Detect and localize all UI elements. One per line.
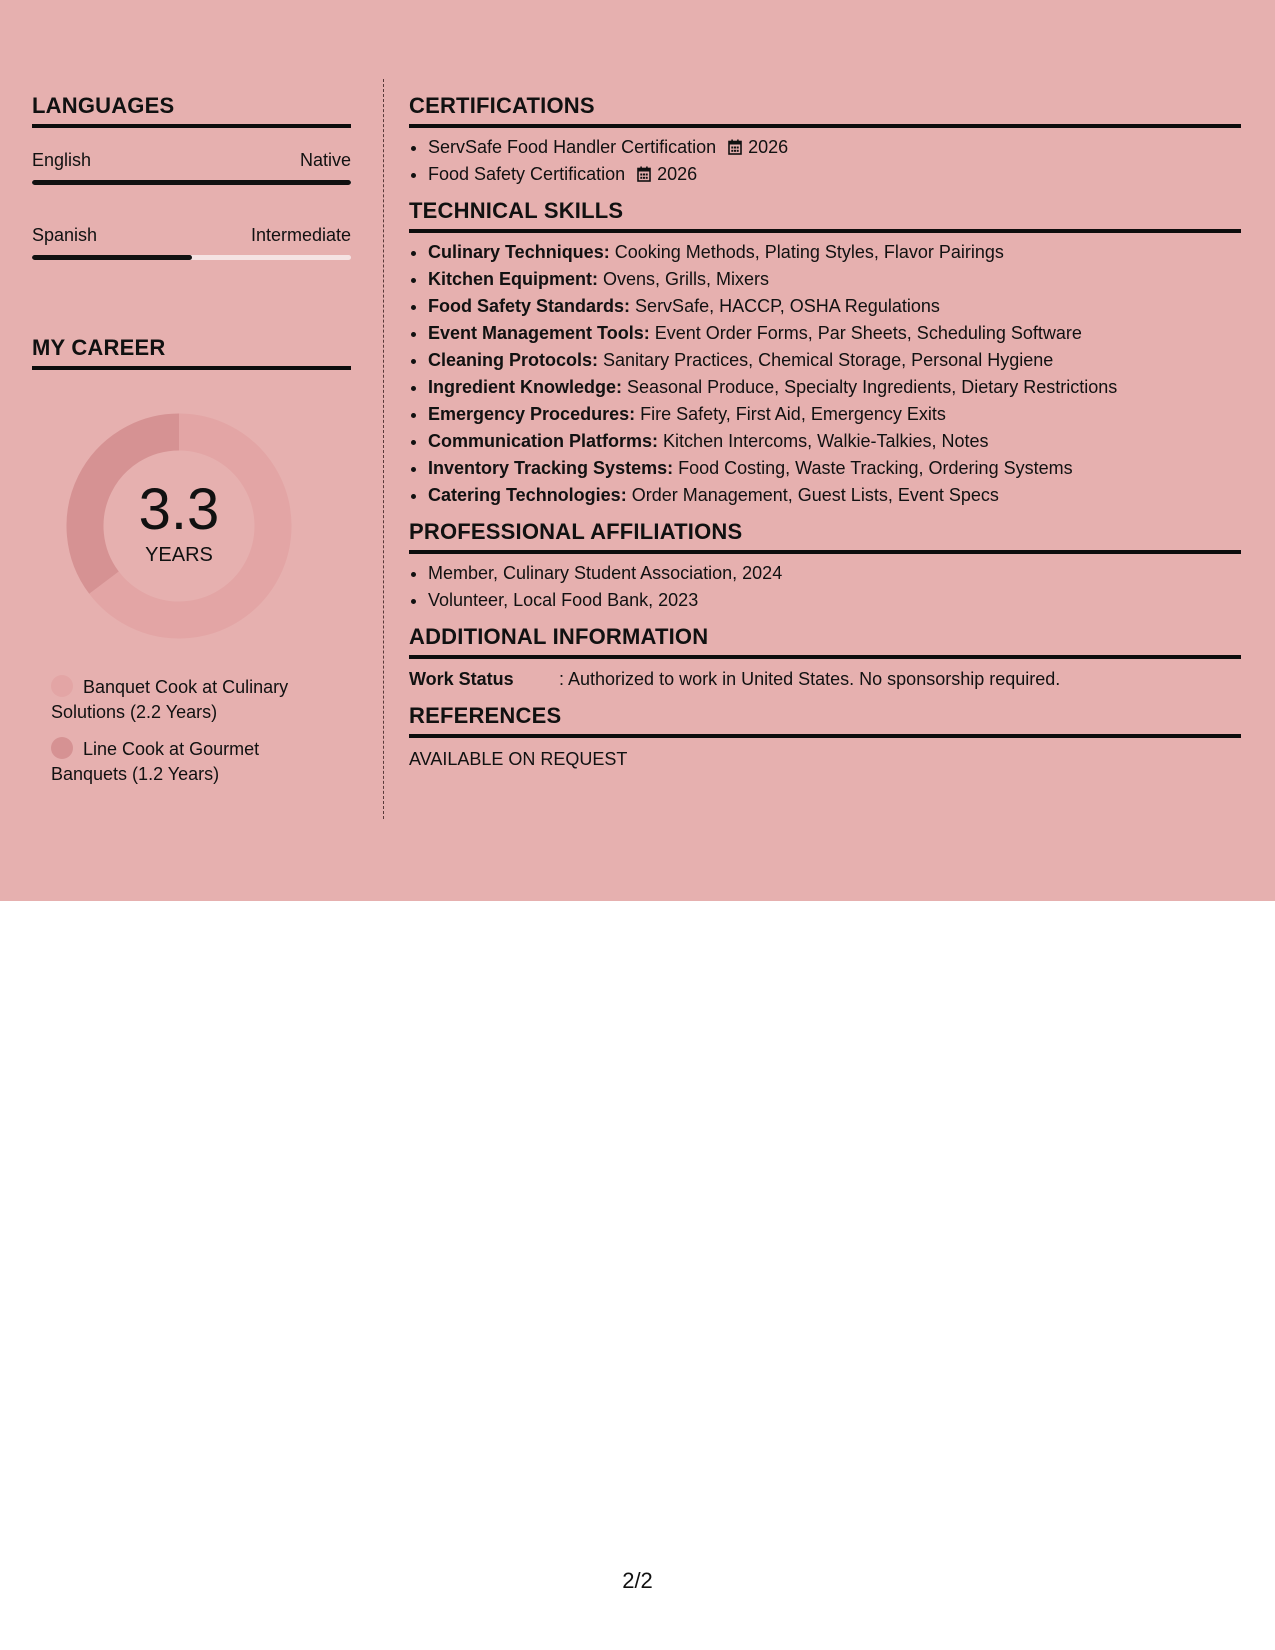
language-proficiency-bar	[32, 180, 351, 185]
legend-dot-icon	[51, 675, 73, 697]
skill-item	[428, 401, 1241, 428]
skill-item	[428, 266, 1241, 293]
skill-value: Kitchen Intercoms, Walkie-Talkies, Notes	[663, 431, 989, 451]
language-proficiency-bar	[32, 255, 351, 260]
calendar-icon	[637, 163, 651, 179]
skill-label: Catering Technologies:	[428, 485, 627, 505]
calendar-icon	[728, 136, 742, 152]
language-item	[32, 223, 351, 260]
skill-item	[428, 428, 1241, 455]
skill-label: Kitchen Equipment:	[428, 269, 598, 289]
skill-value: Fire Safety, First Aid, Emergency Exits	[640, 404, 946, 424]
career-legend-label: Line Cook at Gourmet Banquets (1.2 Years)	[51, 739, 260, 784]
skill-label: Food Safety Standards:	[428, 296, 631, 316]
career-total-years: 3.3	[138, 477, 220, 542]
certifications-section	[409, 93, 1241, 188]
donut-center	[66, 413, 292, 639]
affiliations-section	[409, 519, 1241, 614]
skill-value: ServSafe, HACCP, OSHA Regulations	[635, 296, 940, 316]
skill-value: Food Costing, Waste Tracking, Ordering Systems	[678, 458, 1073, 478]
certifications-list	[409, 134, 1241, 188]
career-title: MY CAREER	[32, 335, 351, 370]
skill-label: Event Management Tools:	[428, 323, 650, 343]
career-section	[32, 335, 351, 787]
references-section	[409, 703, 1241, 773]
skill-value: Cooking Methods, Plating Styles, Flavor Pairings	[614, 242, 1004, 262]
skill-value: Sanitary Practices, Chemical Storage, Personal Hygiene	[603, 350, 1054, 370]
language-name: English	[32, 150, 92, 170]
language-level: Intermediate	[250, 225, 351, 245]
affiliations-title: PROFESSIONAL AFFILIATIONS	[409, 519, 1241, 554]
language-line	[32, 223, 351, 247]
certification-year: 2026	[748, 137, 789, 157]
language-name: Spanish	[32, 225, 98, 245]
career-legend	[32, 675, 351, 787]
languages-list	[32, 148, 351, 260]
skill-value: Seasonal Produce, Specialty Ingredients, Dietary Restrictions	[627, 377, 1118, 397]
work-status-label: Work Status	[409, 669, 514, 689]
affiliation-item: • Member, Culinary Student Association, 2024	[428, 560, 1241, 587]
language-item	[32, 148, 351, 185]
references-title: REFERENCES	[409, 703, 1241, 738]
certification-name: ServSafe Food Handler Certification	[428, 137, 717, 157]
skill-item	[428, 239, 1241, 266]
skill-value: Event Order Forms, Par Sheets, Scheduling Software	[654, 323, 1082, 343]
career-legend-label: Banquet Cook at Culinary Solutions (2.2 Years)	[51, 677, 289, 722]
skill-label: Communication Platforms:	[428, 431, 659, 451]
column-divider	[383, 79, 384, 819]
legend-dot-icon	[51, 737, 73, 759]
skill-label: Cleaning Protocols:	[428, 350, 599, 370]
skill-label: Inventory Tracking Systems:	[428, 458, 674, 478]
work-status-value: : Authorized to work in United States. No sponsorship required.	[559, 669, 1061, 689]
skill-value: Order Management, Guest Lists, Event Specs	[631, 485, 999, 505]
skill-label: Emergency Procedures:	[428, 404, 636, 424]
skill-item	[428, 320, 1241, 347]
career-legend-item	[51, 737, 321, 787]
skill-label: Ingredient Knowledge:	[428, 377, 623, 397]
technical-skills-section	[409, 198, 1241, 509]
career-donut-chart	[66, 413, 292, 639]
certification-item	[428, 134, 1241, 161]
right-column	[409, 93, 1241, 783]
skill-value: Ovens, Grills, Mixers	[603, 269, 770, 289]
certification-item	[428, 161, 1241, 188]
certification-name: Food Safety Certification	[428, 164, 626, 184]
additional-info-title: ADDITIONAL INFORMATION	[409, 624, 1241, 659]
additional-info-section	[409, 624, 1241, 693]
certifications-title: CERTIFICATIONS	[409, 93, 1241, 128]
language-proficiency-fill	[32, 180, 351, 185]
skill-item	[428, 455, 1241, 482]
work-status-row	[409, 666, 1241, 693]
language-line	[32, 148, 351, 172]
language-level: Native	[299, 150, 351, 170]
technical-skills-title: TECHNICAL SKILLS	[409, 198, 1241, 233]
language-proficiency-fill	[32, 255, 192, 260]
skill-label: Culinary Techniques:	[428, 242, 610, 262]
skill-item	[428, 293, 1241, 320]
left-column	[32, 93, 351, 799]
skill-item	[428, 374, 1241, 401]
career-legend-item	[51, 675, 321, 725]
certification-year: 2026	[657, 164, 698, 184]
skill-item	[428, 347, 1241, 374]
affiliations-list	[409, 560, 1241, 614]
technical-skills-list	[409, 239, 1241, 509]
page-number: 2/2	[622, 1568, 653, 1593]
career-total-unit: YEARS	[145, 544, 213, 566]
languages-title: LANGUAGES	[32, 93, 351, 128]
affiliation-item: • Volunteer, Local Food Bank, 2023	[428, 587, 1241, 614]
references-text: AVAILABLE ON REQUEST	[409, 749, 628, 769]
skill-item	[428, 482, 1241, 509]
